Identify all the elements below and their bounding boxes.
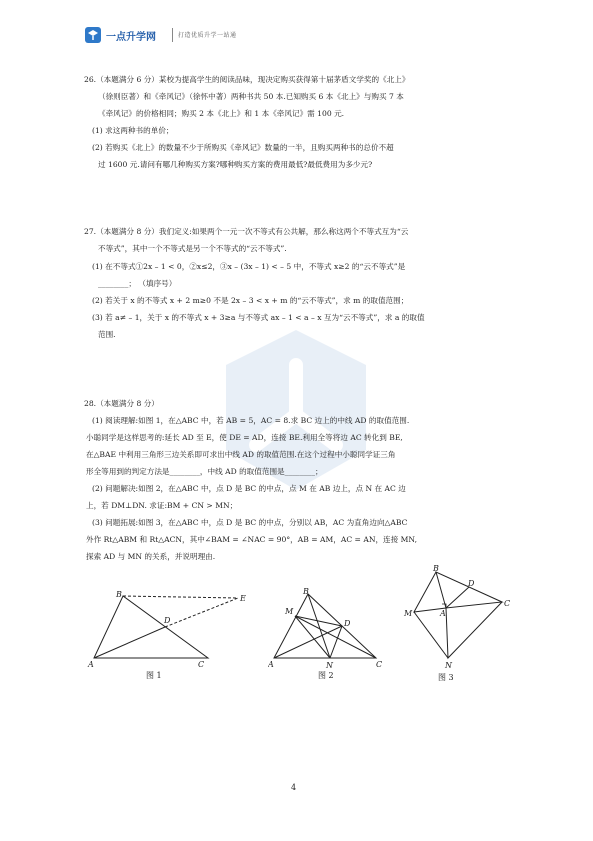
q27-line: (3) 若 a≠ – 1，关于 x 的不等式 x + 3≥a 与不等式 ax – 1 < a – x 互为“云不等式”，求 a 的取值: [92, 313, 425, 322]
q26-line: 过 1600 元.请问有哪几种购买方案?哪种购买方案的费用最低?最低费用为多少元?: [98, 160, 373, 169]
fig1-segment-be: [123, 596, 238, 598]
fig1-label-d: D: [164, 616, 171, 625]
fig2-caption: 图 2: [318, 671, 334, 680]
fig3-triangle-acn: [446, 602, 502, 658]
fig1-median-ad: [94, 627, 165, 658]
brand-name: 一点升学网: [106, 32, 156, 43]
fig2-label-c: C: [376, 660, 383, 669]
q28-line: 外作 Rt△ABM 和 Rt△ACN，其中∠BAM = ∠NAC = 90°，AB = AM，AC = AN，连接 MN,: [86, 535, 418, 544]
page-number: 4: [291, 783, 297, 792]
fig3-label-a: A: [440, 609, 446, 618]
q28-line: 形全等用到的判定方法是________，中线 AD 的取值范围是________；: [86, 467, 323, 476]
fig1-label-a: A: [88, 660, 94, 669]
page-header: [84, 26, 504, 48]
fig3-label-n: N: [445, 661, 452, 670]
q26-line: 26.（本题满分 6 分）某校为提高学生的阅读品味，现决定购买获得第十届茅盾文学奖的《北上》: [84, 75, 410, 84]
fig3-label-b: B: [433, 564, 439, 573]
fig2-label-d: D: [344, 619, 351, 628]
q27-line: 范围.: [98, 330, 116, 339]
fig3-label-m: M: [404, 609, 413, 618]
fig3-caption: 图 3: [438, 673, 454, 682]
q28-line: 上，若 DM⊥DN. 求证:BM + CN > MN；: [86, 501, 238, 510]
figure-1: [86, 588, 256, 680]
fig1-extension-de: [165, 598, 238, 627]
q27-line: (2) 若关于 x 的不等式 x + 2 m≥0 不是 2x – 3 < x + m 的“云不等式”，求 m 的取值范围；: [92, 296, 409, 305]
q26-line: 《牵风记》的价格相同；购买 2 本《北上》和 1 本《牵风记》需 100 元.: [98, 109, 345, 118]
fig3-triangle-abc: [436, 572, 502, 608]
fig3-median-ad: [446, 587, 469, 608]
q27-line: 不等式”，其中一个不等式是另一个不等式的“云不等式”.: [98, 244, 287, 253]
q28-line: (1) 阅读理解:如图 1，在△ABC 中，若 AB = 5，AC = 8.求 BC 边上的中线 AD 的取值范围.: [92, 416, 410, 425]
fig2-label-m: M: [285, 607, 294, 616]
q27-line: ________； （填序号）: [98, 279, 177, 288]
header-divider: [172, 28, 173, 42]
figure-2: [268, 588, 388, 680]
q27-line: (1) 在不等式①2x – 1 < 0，②x≤2，③x – (3x – 1) < – 5 中，不等式 x≥2 的“云不等式”是: [92, 262, 406, 271]
q28-line: (3) 问题拓展:如图 3，在△ABC 中，点 D 是 BC 的中点，分别以 AB，AC 为直角边向△ABC: [92, 518, 408, 527]
q28-line: 28.（本题满分 8 分）: [84, 399, 159, 408]
fig3-label-c: C: [504, 599, 511, 608]
q28-line: 在△BAE 中利用三角形三边关系即可求出中线 AD 的取值范围.在这个过程中小聪同学证三角: [86, 450, 396, 459]
fig1-label-e: E: [240, 594, 246, 603]
fig3-segment-mn: [414, 612, 448, 658]
q26-line: (2) 若购买《北上》的数量不少于所购买《牵风记》数量的一半，且购买两种书的总价不超: [92, 143, 394, 152]
q28-line: 探索 AD 与 MN 的关系，并说明理由.: [86, 552, 216, 561]
logo-icon: [84, 26, 102, 44]
fig2-segment-bn: [308, 594, 330, 658]
figure-3: [402, 562, 520, 684]
watermark-logo: [196, 310, 396, 510]
fig1-triangle-abc: [94, 596, 208, 658]
q28-line: (2) 问题解决:如图 2，在△ABC 中，点 D 是 BC 的中点，点 M 在 AB 边上，点 N 在 AC 边: [92, 484, 406, 493]
fig2-triangle-abc: [274, 594, 376, 658]
brand-slogan: 打造优质升学一站通: [178, 32, 237, 39]
fig2-segment-mc: [295, 616, 376, 658]
fig3-label-d: D: [468, 579, 475, 588]
fig2-label-n: N: [326, 661, 333, 670]
fig2-label-b: B: [303, 588, 309, 596]
fig1-label-b: B: [116, 590, 122, 599]
fig1-label-c: C: [198, 660, 205, 669]
fig1-caption: 图 1: [146, 671, 162, 680]
q28-line: 小聪同学是这样思考的:延长 AD 至 E，使 DE = AD，连接 BE.利用全等将边 AC 转化到 BE,: [86, 433, 403, 442]
q27-line: 27.（本题满分 8 分）我们定义:如果两个一元一次不等式有公共解，那么称这两个不等式互为“云: [84, 227, 409, 236]
fig2-label-a: A: [268, 660, 274, 669]
q26-line: （徐则臣著）和《牵风记》（徐怀中著）两种书共 50 本.已知购买 6 本《北上》与购买 7 本: [98, 92, 404, 101]
q26-line: (1) 求这两种书的单价；: [92, 126, 174, 135]
